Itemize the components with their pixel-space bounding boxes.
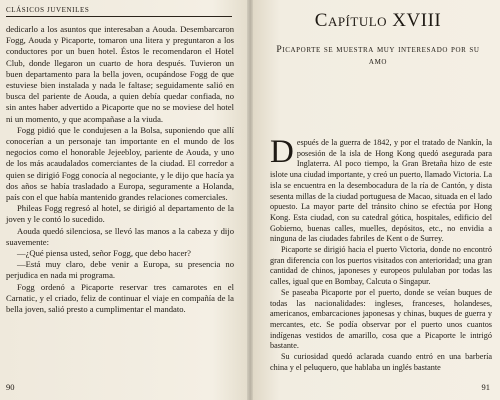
page-number: 91 — [481, 382, 490, 392]
paragraph: Picaporte se dirigió hacia el puerto Victoria, donde no encontró gran diferencia con los puertos visitados con anterioridad; una gran cantidad de chinos, japoneses y europeos pululaban por todas las calles, igual que en Bombay, Calcuta o Singapur. — [270, 245, 492, 287]
paragraph: Fogg ordenó a Picaporte reservar tres camarotes en el Carnatic, y el criado, feliz de continuar el viaje en compañía de la bella joven, salió presto a cumplimentar el mandato. — [6, 281, 234, 315]
left-page-text — [6, 24, 234, 315]
paragraph: —¿Qué piensa usted, señor Fogg, que debo hacer? — [17, 248, 191, 259]
paragraph: Phileas Fogg regresó al hotel, se dirigió al departamento de la joven y le contó lo sucedido. — [6, 203, 234, 225]
header-rule — [6, 16, 232, 17]
paragraph: Aouda quedó silenciosa, se llevó las manos a la cabeza y dijo suavemente: — [6, 225, 234, 247]
paragraph: dedicarlo a los asuntos que interesaban a Aouda. Desembarcaron Fogg, Aouda y Picaporte, tomaron una litera y preguntaron a los conductores por un buen hotel. Éstos le recomendaron el Hotel Club, donde llegaron un cuarto de hora después. Tuvieron un buen departamento para la bella joven, ocupándose Fogg de que estuviese bien instalada y nada le faltase; seguidamente salió en busca del pariente de Aouda, a quien debía quedar confiada, no sin antes haber advertido a Picaporte que no se moviese del hotel ni un momento, y que acompañase a la viuda. — [6, 24, 234, 124]
paragraph: Su curiosidad quedó aclarada cuando entró en una barbería china y el peluquero, que hablaba un inglés bastante — [270, 352, 492, 372]
chapter-title: Picaporte se muestra muy interesado por su amo — [276, 44, 480, 67]
drop-cap: D — [270, 134, 294, 170]
paragraph: —Está muy claro, debe venir a Europa, su presencia no perjudica en nada mi programa. — [6, 259, 234, 281]
right-page-text — [270, 134, 492, 373]
book-gutter — [247, 0, 253, 400]
paragraph: Fogg pidió que le condujesen a la Bolsa, suponiendo que allí conocerían a un personaje tan importante en el mundo de los negocios como el honorable Jejeebloy, pariente de Aouda, y uno de los más acaudalados comerciantes de la ciudad. El corredor a quien se dirigió Fogg conocía al negociante, y le dijo que hacía ya dos años se había trasladado a Europa, seguramente a Holanda, país con el que había mantenido grandes relaciones comerciales. — [6, 124, 234, 203]
right-page — [250, 0, 500, 400]
first-paragraph-text: espués de la guerra de 1842, y por el tratado de Nankín, la posesión de la isla de Hong Kong quedó asegurada para Inglaterra. Al poco tiempo, la Gran Bretaña hizo de este islote una ciudad importante, y creó un puerto, llamado Victoria. La isla se encuentra en la desembocadura de la ría de Cantón, y dista sesenta millas de la ciudad portuguesa de Macao, situada en el lado opuesto. La mayor parte del tránsito chino se efectúa por Hong Kong. Esta ciudad, con su catedral gótica, hospitales, edificio del Gobierno, buenas calles, muelles, depósitos, etc., no envidia a ninguna de las ciudades fabriles de Kent o de Surrey. — [270, 138, 492, 244]
running-head: CLÁSICOS JUVENILES — [6, 6, 90, 14]
page-number: 90 — [6, 382, 15, 392]
first-paragraph — [270, 134, 492, 245]
paragraph: Se paseaba Picaporte por el puerto, donde se veían buques de todas las nacionalidades: ingleses, franceses, holandeses, americanos, embarcaciones japonesas y chinas, buques de guerra y mercantes, etc. Se podía observar por el puerto unos cuantos indígenas vestidos de amarillo, cosa que a Picaporte le intrigó bastante. — [270, 287, 492, 351]
chapter-number: Capítulo XVIII — [314, 10, 442, 31]
